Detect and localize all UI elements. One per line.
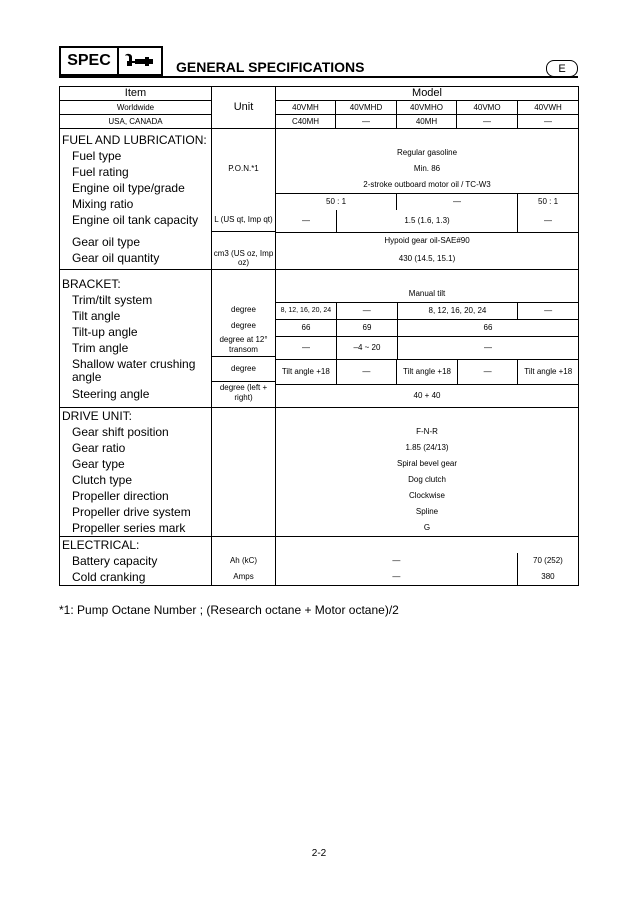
drive-section-items bbox=[60, 408, 212, 537]
market-worldwide: Worldwide bbox=[60, 101, 212, 115]
model-cell: C40MH bbox=[276, 115, 336, 129]
value-cell: — bbox=[457, 360, 518, 384]
item-label: Engine oil type/grade bbox=[72, 181, 185, 196]
bracket-units bbox=[212, 270, 276, 408]
item-label: Tilt-up angle bbox=[72, 324, 138, 339]
value-cell: 2-stroke outboard motor oil / TC-W3 bbox=[363, 180, 491, 190]
value-cell: –4 ~ 20 bbox=[336, 337, 397, 359]
value-cell: Spiral bevel gear bbox=[396, 459, 458, 469]
market-usa: USA, CANADA bbox=[60, 115, 212, 129]
item-header: Item bbox=[60, 87, 212, 101]
item-label: Trim/tilt system bbox=[72, 292, 153, 307]
spec-label: SPEC bbox=[61, 48, 119, 74]
item-label: Gear ratio bbox=[72, 441, 126, 456]
value-cell: — bbox=[517, 210, 578, 232]
unit-header: Unit bbox=[212, 87, 276, 129]
item-label: Propeller drive system bbox=[72, 505, 191, 520]
value-cell: Manual tilt bbox=[408, 289, 446, 299]
item-label: Propeller direction bbox=[72, 489, 169, 504]
model-cell: 40MH bbox=[397, 115, 457, 129]
unit-cell: cm3 (US oz, Imp oz) bbox=[213, 249, 274, 268]
model-cell: — bbox=[518, 115, 579, 129]
value-cell: — bbox=[336, 360, 397, 384]
section-title: FUEL AND LUBRICATION: bbox=[62, 133, 207, 148]
value-cell: Tilt angle +18 bbox=[396, 360, 457, 384]
value-cell: G bbox=[423, 523, 431, 533]
unit-cell: degree bbox=[231, 321, 256, 331]
value-cell: Tilt angle +18 bbox=[281, 367, 330, 377]
unit-cell: degree at 12° transom bbox=[219, 335, 268, 355]
unit-cell: Amps bbox=[233, 572, 254, 582]
value-cell: 50 : 1 bbox=[326, 197, 347, 207]
item-label: Propeller series mark bbox=[72, 521, 186, 536]
language-badge: E bbox=[546, 60, 578, 77]
model-cell: 40VMH bbox=[276, 101, 336, 115]
item-label: Mixing ratio bbox=[72, 197, 134, 212]
value-cell: 430 (14.5, 15.1) bbox=[398, 254, 456, 264]
item-label: Engine oil tank capacity bbox=[72, 213, 199, 228]
unit-cell: P.O.N.*1 bbox=[228, 164, 259, 174]
electrical-values bbox=[276, 537, 579, 586]
value-cell: 1.5 (1.6, 1.3) bbox=[336, 210, 517, 232]
bracket-section-items bbox=[60, 270, 212, 408]
model-cell: 40VMO bbox=[457, 101, 518, 115]
unit-cell: L (US qt, Imp qt) bbox=[214, 215, 273, 225]
value-cell: — bbox=[397, 337, 578, 359]
bracket-values bbox=[276, 270, 579, 408]
section-title: ELECTRICAL: bbox=[62, 538, 140, 553]
drive-units bbox=[212, 408, 276, 537]
item-label: Clutch type bbox=[72, 473, 133, 488]
unit-cell: Ah (kC) bbox=[229, 556, 258, 566]
value-cell: — bbox=[517, 303, 578, 319]
value-cell: — bbox=[396, 194, 517, 210]
value-cell: Tilt angle +18 bbox=[517, 360, 578, 384]
spec-badge bbox=[59, 46, 163, 76]
value-cell: 40 + 40 bbox=[276, 384, 578, 407]
item-label: Gear oil type bbox=[72, 235, 141, 250]
value-cell: 380 bbox=[517, 569, 578, 585]
page-number: 2-2 bbox=[311, 848, 327, 859]
value-cell: Clockwise bbox=[409, 491, 446, 501]
item-label: Cold cranking bbox=[72, 570, 146, 585]
value-cell: — bbox=[336, 303, 397, 319]
section-title: DRIVE UNIT: bbox=[62, 409, 133, 424]
value-cell: Regular gasoline bbox=[396, 148, 458, 158]
value-cell: 66 bbox=[301, 323, 311, 333]
value-cell: Dog clutch bbox=[408, 475, 446, 485]
value-cell: Min. 86 bbox=[413, 164, 441, 174]
value-cell: — bbox=[302, 343, 310, 353]
model-cell: — bbox=[457, 115, 518, 129]
unit-cell: degree (left + right) bbox=[212, 381, 275, 404]
model-cell: 40VMHD bbox=[336, 101, 397, 115]
value-cell: F-N-R bbox=[416, 427, 438, 437]
page-title: GENERAL SPECIFICATIONS bbox=[176, 59, 365, 75]
electrical-units bbox=[212, 537, 276, 586]
item-label: Gear oil quantity bbox=[72, 251, 160, 266]
item-label: Steering angle bbox=[72, 386, 150, 401]
value-cell: 8, 12, 16, 20, 24 bbox=[280, 306, 332, 314]
value-cell: 69 bbox=[336, 320, 397, 336]
value-cell: 70 (252) bbox=[517, 553, 578, 569]
fuel-units bbox=[212, 129, 276, 270]
section-title: BRACKET: bbox=[62, 276, 121, 291]
electrical-section-items bbox=[60, 537, 212, 586]
model-header: Model bbox=[276, 87, 579, 101]
fuel-section-items bbox=[60, 129, 212, 270]
spec-table bbox=[59, 86, 579, 586]
value-cell: — bbox=[392, 556, 401, 566]
value-cell: — bbox=[392, 572, 401, 582]
model-cell: — bbox=[336, 115, 397, 129]
unit-cell: degree bbox=[231, 305, 256, 315]
item-label: Battery capacity bbox=[72, 554, 158, 569]
wrench-icon bbox=[119, 48, 161, 74]
model-cell: 40VMHO bbox=[397, 101, 457, 115]
value-cell: 1.85 (24/13) bbox=[405, 443, 449, 453]
value-cell: 50 : 1 bbox=[517, 194, 578, 210]
value-cell: — bbox=[302, 216, 310, 226]
item-label: Trim angle bbox=[72, 340, 129, 355]
value-cell: 66 bbox=[397, 320, 578, 336]
item-label: Gear type bbox=[72, 457, 125, 472]
item-label: Fuel rating bbox=[72, 165, 129, 180]
model-cell: 40VWH bbox=[518, 101, 579, 115]
fuel-values bbox=[276, 129, 579, 270]
unit-cell: degree bbox=[212, 356, 275, 381]
item-label: Shallow water crushing angle bbox=[72, 356, 196, 384]
value-cell: 8, 12, 16, 20, 24 bbox=[397, 303, 518, 319]
header-divider bbox=[59, 76, 578, 78]
value-cell: Hypoid gear oil-SAE#90 bbox=[276, 232, 578, 249]
item-label: Fuel type bbox=[72, 149, 122, 164]
item-label: Gear shift position bbox=[72, 425, 169, 440]
value-cell: Spline bbox=[415, 507, 439, 517]
item-label: Tilt angle bbox=[72, 308, 121, 323]
drive-values bbox=[276, 408, 579, 537]
footnote: *1: Pump Octane Number ; (Research octane + Motor octane)/2 bbox=[59, 603, 399, 617]
